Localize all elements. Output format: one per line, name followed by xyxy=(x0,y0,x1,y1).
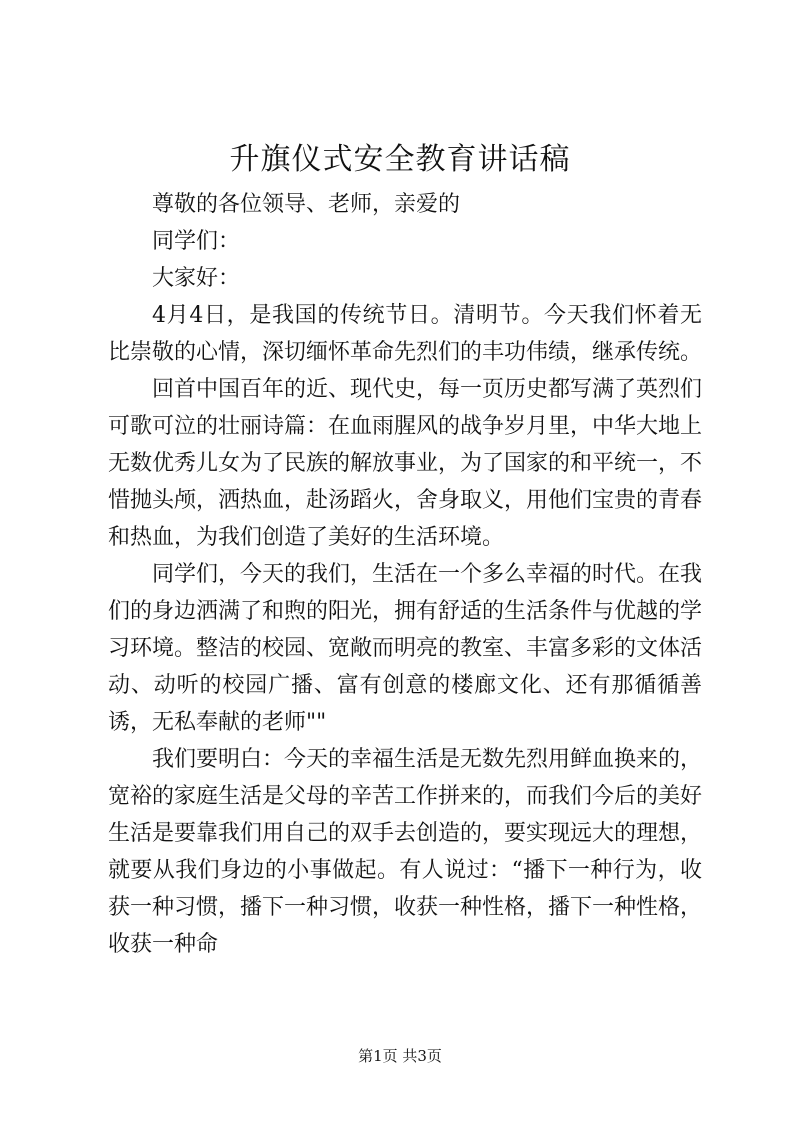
salutation-line: 尊敬的各位领导、老师，亲爱的 xyxy=(152,192,461,217)
body-paragraph: 同学们，今天的我们，生活在一个多么幸福的时代。在我们的身边洒满了和煦的阳光，拥有舒适的生活条件与优越的学习环境。整洁的校园、宽敞而明亮的教室、丰富多彩的文体活动、动听的校园广播、富有创意的楼廊文化、还有那循循善诱，无私奉献的老师"" xyxy=(108,562,703,735)
salutation-line: 同学们： xyxy=(152,229,241,254)
document-title: 升旗仪式安全教育讲话稿 xyxy=(229,142,571,177)
body-paragraph: 4月4日，是我国的传统节日。清明节。今天我们怀着无比崇敬的心情，深切缅怀革命先烈们的丰功伟绩，继承传统。 xyxy=(108,303,703,365)
body-paragraph: 我们要明白：今天的幸福生活是无数先烈用鲜血换来的，宽裕的家庭生活是父母的辛苦工作拼来的，而我们今后的美好生活是要靠我们用自己的双手去创造的，要实现远大的理想，就要从我们身边的小事做起。有人说过：“播下一种行为，收获一种习惯，播下一种习惯，收获一种性格，播下一种性格，收获一种命 xyxy=(108,747,703,957)
greeting-line: 大家好： xyxy=(152,266,241,291)
document-body xyxy=(108,186,702,963)
body-paragraph: 回首中国百年的近、现代史，每一页历史都写满了英烈们可歌可泣的壮丽诗篇：在血雨腥风的战争岁月里，中华大地上无数优秀儿女为了民族的解放事业，为了国家的和平统一，不惜抛头颅，洒热血，赴汤蹈火，舍身取义，用他们宝贵的青春和热血，为我们创造了美好的生活环境。 xyxy=(108,377,703,550)
page-number-footer: 第1页 共3页 xyxy=(358,1047,442,1065)
